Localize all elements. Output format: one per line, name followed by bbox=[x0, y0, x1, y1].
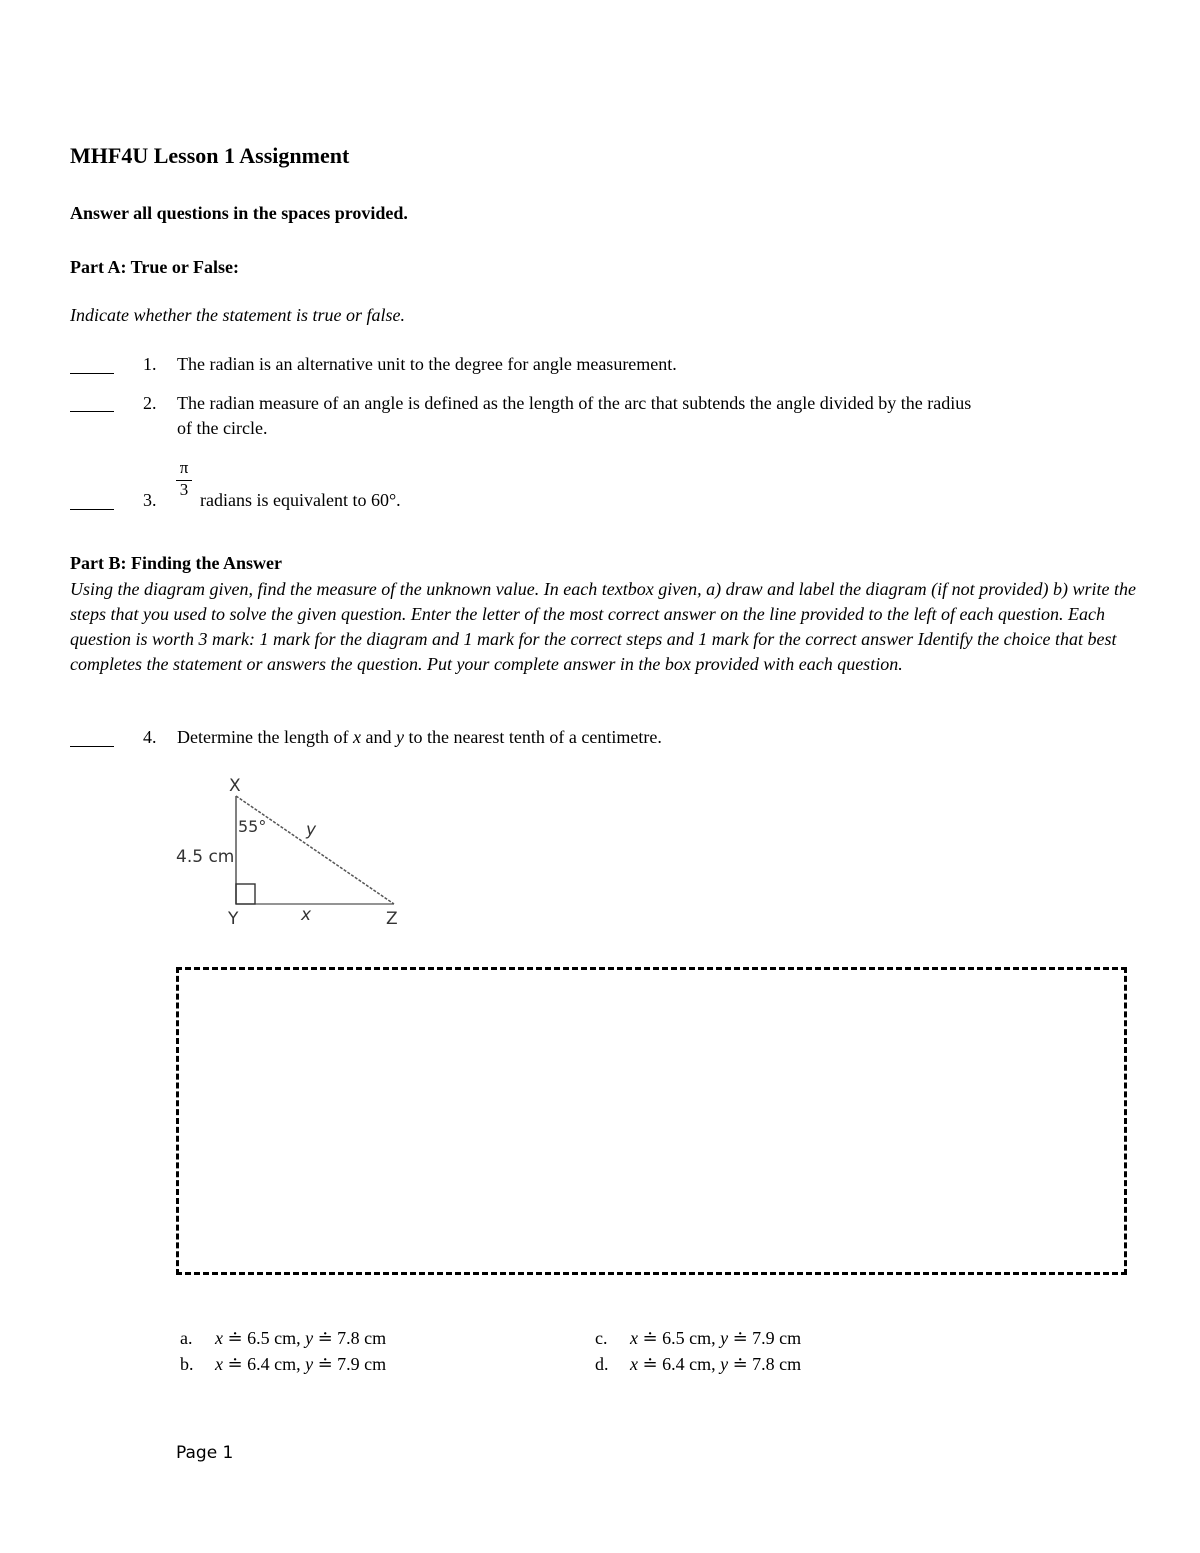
question-4-text-before: Determine the length of bbox=[177, 727, 353, 747]
option-b-x: x bbox=[215, 1354, 223, 1374]
option-d[interactable] bbox=[630, 1354, 801, 1375]
question-4-text-mid: and bbox=[360, 727, 396, 747]
question-4-var-x: x bbox=[352, 727, 361, 747]
option-a-yval: ≐ 7.8 cm bbox=[313, 1328, 387, 1348]
option-c-letter: c. bbox=[595, 1328, 608, 1348]
triangle-diagram bbox=[170, 770, 420, 930]
option-c-yval: ≐ 7.9 cm bbox=[728, 1328, 802, 1348]
question-3-text: radians is equivalent to 60°. bbox=[200, 490, 401, 510]
vertex-z-label: Z bbox=[386, 909, 398, 929]
answer-blank-q4[interactable] bbox=[70, 746, 114, 747]
question-1-text: The radian is an alternative unit to the degree for angle measurement. bbox=[177, 354, 677, 374]
part-a-direction: Indicate whether the statement is true or false. bbox=[70, 305, 405, 325]
option-d-letter: d. bbox=[595, 1354, 609, 1374]
option-c[interactable] bbox=[630, 1328, 801, 1349]
option-d-yval: ≐ 7.8 cm bbox=[728, 1354, 802, 1374]
page-number: Page 1 bbox=[176, 1443, 234, 1463]
option-c-x: x bbox=[630, 1328, 638, 1348]
option-a-y: y bbox=[305, 1328, 314, 1348]
question-4-text-after: to the nearest tenth of a centimetre. bbox=[403, 727, 662, 747]
fraction-denominator: 3 bbox=[179, 480, 189, 499]
option-d-y: y bbox=[720, 1354, 729, 1374]
answer-blank-q2[interactable] bbox=[70, 411, 114, 412]
instructions: Answer all questions in the spaces provided. bbox=[70, 203, 408, 223]
side-y-label: y bbox=[306, 820, 317, 840]
part-a-heading: Part A: True or False: bbox=[70, 257, 239, 277]
option-b-xval: ≐ 6.4 cm, bbox=[223, 1354, 306, 1374]
side-xz bbox=[236, 796, 394, 904]
fraction-numerator: π bbox=[179, 458, 189, 477]
vertex-y-label: Y bbox=[228, 909, 239, 929]
part-b-heading: Part B: Finding the Answer bbox=[70, 553, 283, 573]
part-b-description: Using the diagram given, find the measure of the unknown value. In each textbox given, a) draw and label the diagram (if not provided) b) write the steps that you used to solve the given question. Enter the letter of the most correct answer on the line provided to the left of each question. Each question is worth 3 mark: 1 mark for the diagram and 1 mark for the correct steps and 1 mark for the correct answer Identify the choice that best completes the statement or answers the question. Put your complete answer in the box provided with each question. bbox=[70, 579, 1136, 674]
question-3-number: 3. bbox=[143, 490, 157, 510]
question-4-text bbox=[177, 727, 662, 748]
option-b-letter: b. bbox=[180, 1354, 194, 1374]
question-1-number: 1. bbox=[143, 354, 157, 374]
option-b[interactable] bbox=[215, 1354, 386, 1375]
vertex-x-label: X bbox=[229, 776, 241, 796]
answer-box[interactable] bbox=[176, 967, 1127, 1275]
option-a-xval: ≐ 6.5 cm, bbox=[223, 1328, 306, 1348]
question-2-line-2: of the circle. bbox=[177, 418, 268, 438]
question-4-number: 4. bbox=[143, 727, 157, 747]
option-a[interactable] bbox=[215, 1328, 386, 1349]
question-4-var-y: y bbox=[395, 727, 404, 747]
page-title: MHF4U Lesson 1 Assignment bbox=[70, 143, 350, 168]
option-c-y: y bbox=[720, 1328, 729, 1348]
option-a-x: x bbox=[215, 1328, 223, 1348]
option-d-xval: ≐ 6.4 cm, bbox=[638, 1354, 721, 1374]
question-2-number: 2. bbox=[143, 393, 157, 413]
side-x-label: x bbox=[301, 905, 312, 925]
option-b-yval: ≐ 7.9 cm bbox=[313, 1354, 387, 1374]
option-c-xval: ≐ 6.5 cm, bbox=[638, 1328, 721, 1348]
option-b-y: y bbox=[305, 1354, 314, 1374]
option-a-letter: a. bbox=[180, 1328, 193, 1348]
option-d-x: x bbox=[630, 1354, 638, 1374]
side-length-label: 4.5 cm bbox=[176, 847, 235, 867]
angle-label: 55° bbox=[238, 817, 267, 836]
answer-blank-q3[interactable] bbox=[70, 509, 114, 510]
answer-blank-q1[interactable] bbox=[70, 373, 114, 374]
question-2-line-1: The radian measure of an angle is defined as the length of the arc that subtends the angle divided by the radius bbox=[177, 393, 972, 413]
right-angle-marker bbox=[236, 884, 255, 904]
